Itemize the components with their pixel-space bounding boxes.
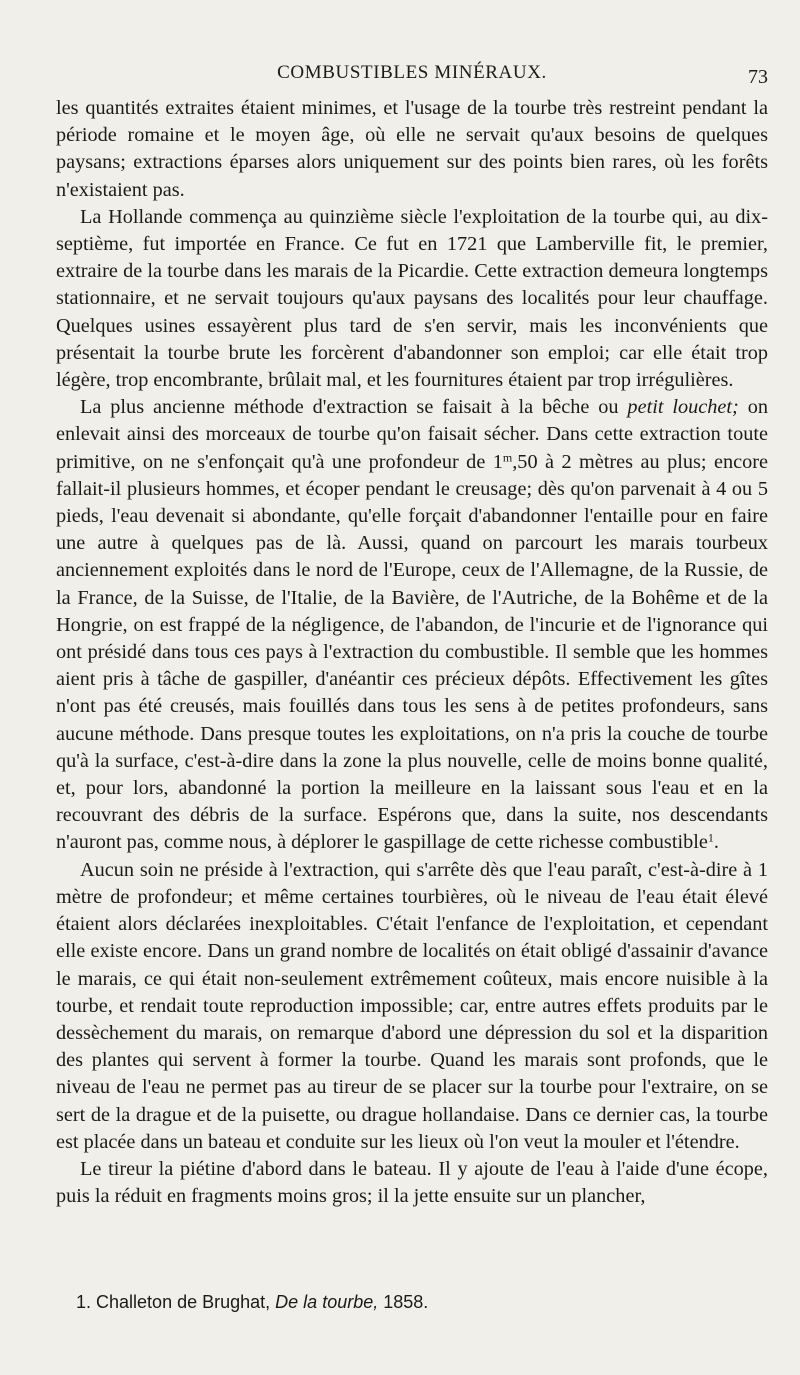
paragraph: La Hollande commença au quinzième siècle l'exploitation de la tourbe qui, au dix-septième, fut importée en France. Ce fut en 1721 que Lamberville fit, le premier, extraire de la tourbe dans les marais de la Picardie. Cette extraction demeura longtemps stationnaire, et ne servait toujours qu'aux paysans des localités pour leur chauffage. Quelques usines essayèrent plus tard de s'en servir, mais les inconvénients que présentait la tourbe brute les forcèrent d'abandonner son emploi; car elle était trop légère, trop encombrante, brûlait mal, et les fournitures étaient par trop irrégulières.: [56, 205, 768, 392]
italic-term: petit louchet;: [627, 396, 739, 419]
page-number: 73: [748, 66, 768, 88]
running-header: [56, 60, 768, 90]
paragraph: les quantités extraites étaient minimes, et l'usage de la tourbe très restreint pendant la période romaine et le moyen âge, où elle ne servait qu'aux besoins de quelques paysans; extractions éparses alors uniquement sur des points bien rares, où les forêts n'existaient pas.: [56, 97, 768, 201]
paragraph-text: .: [713, 831, 719, 854]
footnote: [76, 1290, 766, 1314]
paragraph-text: on enlevait ainsi des morceaux de tourbe qu'on faisait sécher. Dans cette extraction toute primitive, on ne s'enfonçait qu'à une profondeur de 1: [56, 396, 768, 473]
running-title: COMBUSTIBLES MINÉRAUX.: [277, 62, 547, 83]
footnote-reference: 1: [707, 830, 714, 845]
paragraph: Le tireur la piétine d'abord dans le bateau. Il y ajoute de l'eau à l'aide d'une écope, puis la réduit en fragments moins gros; il la jette ensuite sur un plancher,: [56, 1157, 768, 1208]
paragraph-text: La plus ancienne méthode d'extraction se faisait à la bêche ou: [80, 396, 628, 419]
unit-superscript: m: [502, 450, 513, 465]
paragraph-text: ,50 à 2 mètres au plus; encore fallait-il plusieurs hommes, et écoper pendant le creusage; dès qu'on parvenait à 4 ou 5 pieds, l'eau devenait si abondante, qu'elle forçait d'abandonner l'entaille pour en faire une autre à quelques pas de là. Aussi, quand on parcourt les marais tourbeux anciennement exploités dans le nord de l'Europe, ceux de l'Allemagne, de la Russie, de la France, de la Suisse, de l'Italie, de la Bavière, de l'Autriche, de la Bohême et de la Hongrie, on est frappé de la négligence, de l'abandon, de l'incurie et de l'ignorance qui ont présidé dans tous ces pays à l'extraction du combustible. Il semble que les hommes aient pris à tâche de gaspiller, d'anéantir ces précieux dépôts. Effectivement les gîtes n'ont pas été creusés, mais fouillés dans tous les sens à de petites profondeurs, sans aucune méthode. Dans presque toutes les exploitations, on n'a pris la couche de tourbe qu'à la surface, c'est-à-dire dans la zone la plus nouvelle, celle de moins bonne qualité, et, pour lors, abandonné la portion la meilleure en la laissant sous l'eau et en la recouvrant des débris de la surface. Espérons que, dans la suite, nos descendants n'auront pas, comme nous, à déplorer le gaspillage de cette richesse combustible: [56, 450, 768, 854]
footnote-title: De la tourbe,: [275, 1292, 379, 1312]
footnote-author: Challeton de Brughat,: [96, 1292, 271, 1312]
paragraph: Aucun soin ne préside à l'extraction, qui s'arrête dès que l'eau paraît, c'est-à-dire à 1 mètre de profondeur; et même certaines tourbières, où le niveau de l'eau était élevé étaient alors déclarées inexploitables. C'était l'enfance de l'exploitation, et cependant elle existe encore. Dans un grand nombre de localités on était obligé d'assainir d'avance le marais, ce qui était non-seulement extrêmement coûteux, mais encore nuisible à la tourbe, et rendait toute reproduction impossible; car, entre autres effets produits par le dessèchement du marais, on remarque d'abord une dépression du sol et la disparition des plantes qui servent à former la tourbe. Quand les marais sont profonds, que le niveau de l'eau ne permet pas au tireur de se placer sur la tourbe pour l'extraire, on se sert de la drague et de la puisette, ou drague hollandaise. Dans ce dernier cas, la tourbe est placée dans un bateau et conduite sur les lieux où l'on veut la mouler et l'étendre.: [56, 858, 768, 1153]
footnote-year: 1858.: [383, 1292, 429, 1312]
paragraph: [56, 394, 768, 856]
body-text: [56, 95, 768, 1210]
footnote-number: 1.: [76, 1292, 92, 1312]
